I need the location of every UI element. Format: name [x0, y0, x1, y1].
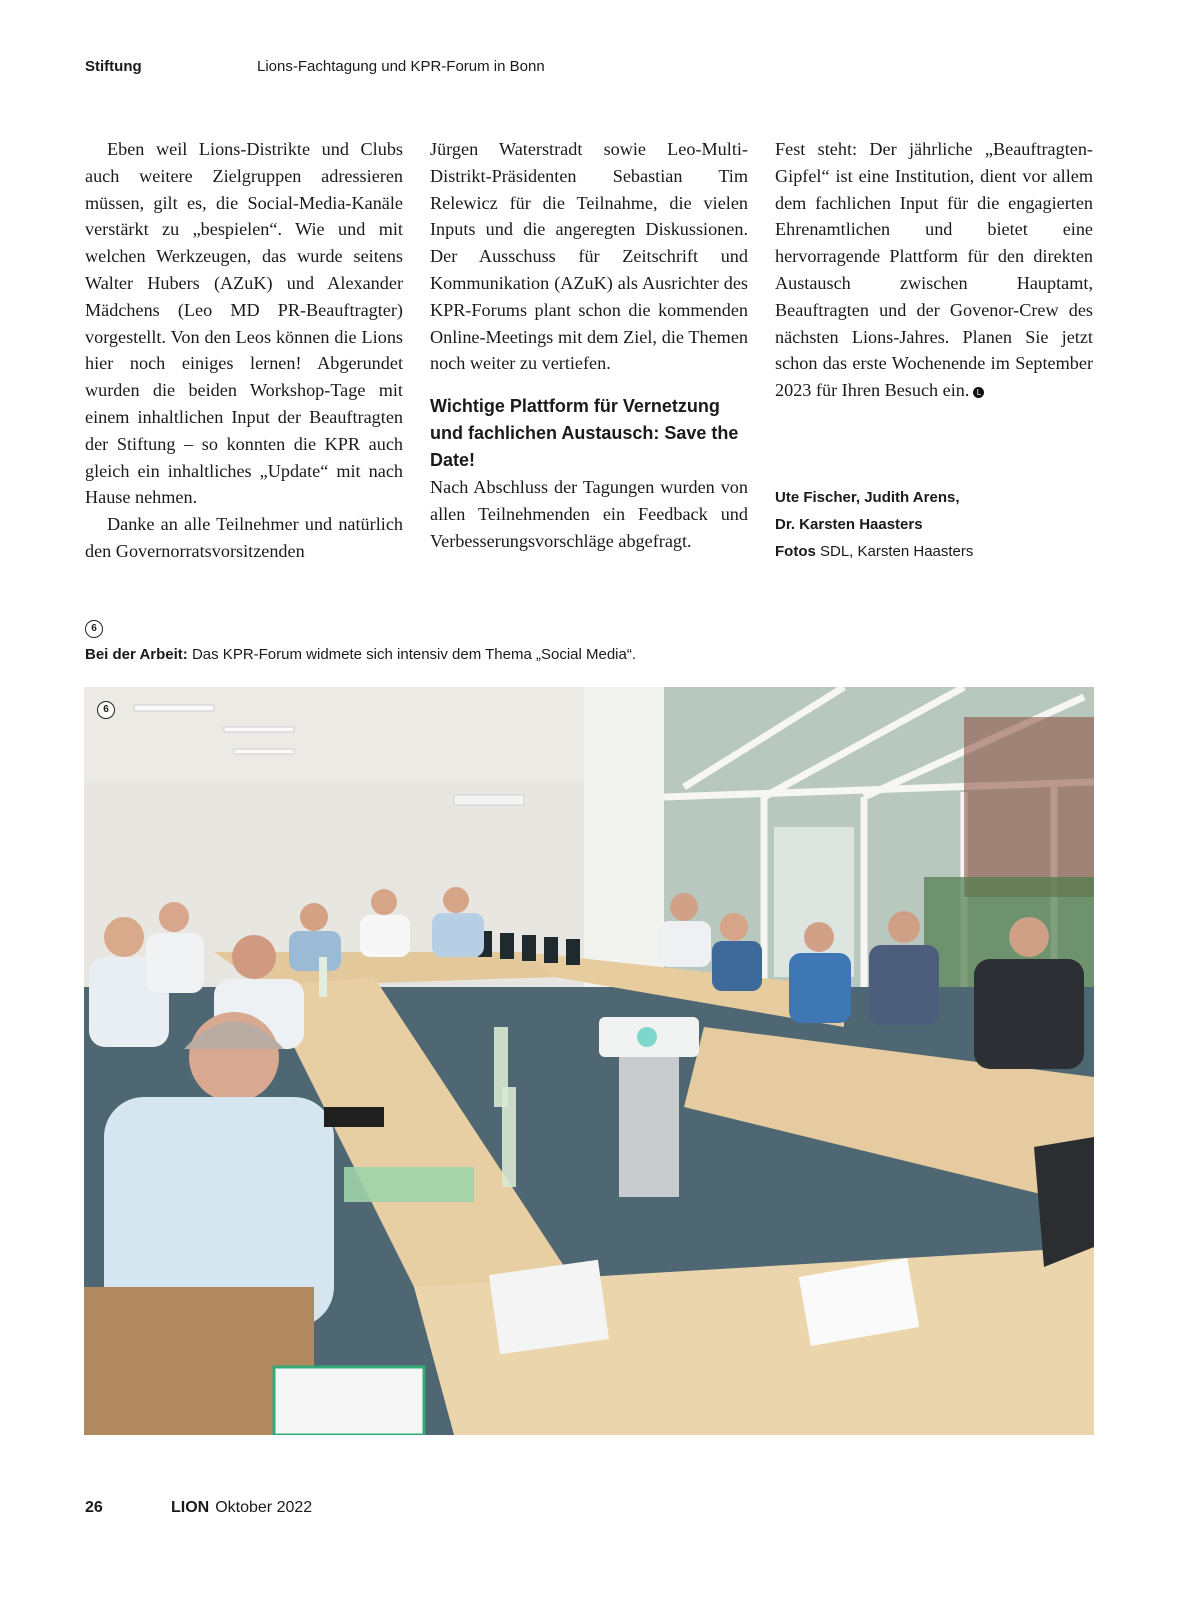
photo-label: Fotos: [775, 543, 816, 560]
photo-credit: SDL, Karsten Haasters: [820, 543, 974, 560]
magazine-issue: [171, 1499, 312, 1517]
text-column-3: [775, 136, 1093, 404]
magazine-name: LION: [171, 1499, 210, 1516]
authors-line-2: Dr. Karsten Haasters: [775, 516, 923, 533]
authors-line-1: Ute Fischer, Judith Arens,: [775, 489, 960, 506]
lion-end-icon: L: [973, 387, 984, 398]
section-label: Stiftung: [85, 58, 142, 75]
paragraph-1: Eben weil Lions-Distrikte und Clubs auch weitere Zielgruppen adressieren müssen, gilt es, die Social-Media-Kanäle verstärkt zu „bespielen“. Wie und mit welchen Werkzeugen, das wurde seitens Walter Hubers (AZuK) und Alexander Mädchens (Leo MD PR-Beauftragter) vorgestellt. Von den Leos können die Lions hier noch einiges lernen! Abgerundet wurden die beiden Workshop-Tage mit einem inhaltlichen Input der Beauftragten der Stiftung – so konnten die KPR auch gleich ein inhaltliches „Update“ mit nach Hause nehmen.: [85, 139, 403, 508]
article-topic: Lions-Fachtagung und KPR-Forum in Bonn: [257, 58, 545, 75]
paragraph-3-part-2: Fest steht: Der jährliche „Beauftragten-Gipfel“ ist eine Institution, dient vor allem dem fachlichen Input für die engagierten Ehrenamtlichen und bietet eine hervorragende Plattform für den direkten Austausch zwischen Hauptamt, Beauftragten und der Govenor-Crew des nächsten Lions-Jahres. Planen Sie jetzt schon das erste Wochenende im September 2023 für Ihren Besuch ein. L: [775, 139, 1093, 401]
paragraph-3-part-1: Nach Abschluss der Tagungen wurden von allen Teilnehmenden ein Feedback und Verbesserungsvorschläge abgefragt.: [430, 477, 748, 551]
meeting-photo: [84, 687, 1094, 1435]
subheading: Wichtige Plattform für Vernetzung und fachlichen Austausch: Save the Date!: [430, 396, 739, 471]
running-header: [85, 58, 1115, 78]
text-column-1: [85, 136, 403, 565]
author-credits: [775, 484, 973, 565]
meeting-photo-illustration: [84, 687, 1094, 1435]
paragraph-2-part-2: Jürgen Waterstradt sowie Leo-Multi-Distrikt-Präsidenten Sebastian Tim Relewicz für die Teilnahme, die vielen Inputs und die angeregten Diskussionen. Der Ausschuss für Zeitschrift und Kommunikation (AZuK) als Ausrichter des KPR-Forums plant schon die kommenden Online-Meetings mit dem Ziel, die Themen noch weiter zu vertiefen.: [430, 139, 748, 374]
text-column-2: [430, 136, 748, 555]
caption-text: Das KPR-Forum widmete sich intensiv dem Thema „Social Media“.: [191, 646, 637, 663]
issue-date: Oktober 2022: [215, 1499, 313, 1516]
caption-lead: Bei der Arbeit:: [85, 646, 188, 663]
photo-number: 6: [97, 701, 115, 719]
paragraph-2-part-1: Danke an alle Teilnehmer und natürlich den Governorratsvorsitzenden: [85, 514, 403, 561]
page-number: 26: [85, 1499, 103, 1516]
photo-caption: [85, 646, 636, 663]
caption-number: 6: [85, 620, 103, 638]
